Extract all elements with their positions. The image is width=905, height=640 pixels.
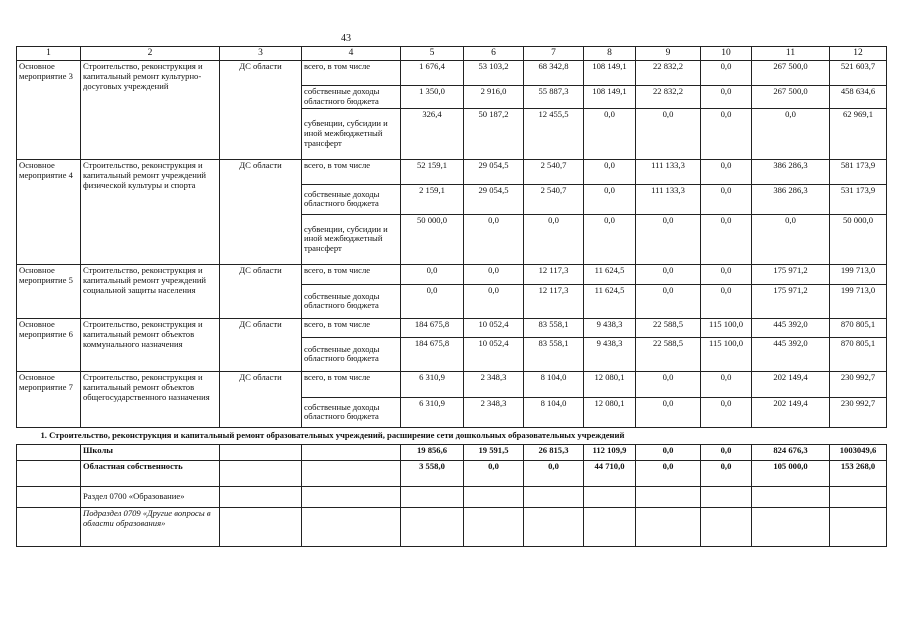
- value-cell: 53 103,2: [464, 60, 524, 85]
- value-cell: 2 159,1: [401, 184, 464, 214]
- value-cell: 0,0: [701, 108, 752, 159]
- value-cell: 0,0: [636, 214, 701, 264]
- value-cell: 202 149,4: [752, 371, 830, 397]
- value-cell: 52 159,1: [401, 159, 464, 184]
- empty-cell: [752, 486, 830, 507]
- value-cell: 10 052,4: [464, 318, 524, 337]
- value-cell: 184 675,8: [401, 318, 464, 337]
- empty-cell: [584, 486, 636, 507]
- value-cell: 8 104,0: [524, 371, 584, 397]
- column-number: 9: [636, 47, 701, 61]
- value-cell: 0,0: [701, 397, 752, 427]
- value-cell: 50 187,2: [464, 108, 524, 159]
- empty-cell: [17, 460, 81, 486]
- value-cell: 445 392,0: [752, 337, 830, 371]
- category-label: Раздел 0700 «Образование»: [81, 486, 220, 507]
- measure-status: ДС области: [220, 264, 302, 318]
- value-cell: 1 676,4: [401, 60, 464, 85]
- measure-name: Основное мероприятие 5: [17, 264, 81, 318]
- measure-description: Строительство, реконструкция и капитальный ремонт объектов коммунального назначения: [81, 318, 220, 371]
- category-row: [17, 486, 887, 507]
- measure-description: Строительство, реконструкция и капитальный ремонт учреждений физической культуры и спорта: [81, 159, 220, 264]
- value-cell: 0,0: [584, 184, 636, 214]
- value-cell: 3 558,0: [401, 460, 464, 486]
- value-cell: 0,0: [752, 108, 830, 159]
- value-cell: 202 149,4: [752, 397, 830, 427]
- value-cell: 175 971,2: [752, 284, 830, 318]
- value-cell: 0,0: [584, 108, 636, 159]
- value-cell: 22 832,2: [636, 60, 701, 85]
- value-cell: 153 268,0: [830, 460, 887, 486]
- value-cell: 105 000,0: [752, 460, 830, 486]
- funding-type: всего, в том числе: [302, 159, 401, 184]
- value-cell: 50 000,0: [830, 214, 887, 264]
- empty-cell: [830, 507, 887, 546]
- value-cell: 0,0: [701, 85, 752, 108]
- value-cell: 12 455,5: [524, 108, 584, 159]
- measure-name: Основное мероприятие 7: [17, 371, 81, 427]
- column-number-row: [17, 47, 887, 61]
- value-cell: 22 588,5: [636, 337, 701, 371]
- empty-cell: [636, 507, 701, 546]
- value-cell: 445 392,0: [752, 318, 830, 337]
- value-cell: 2 540,7: [524, 184, 584, 214]
- value-cell: 111 133,3: [636, 159, 701, 184]
- empty-cell: [302, 507, 401, 546]
- section-title-row: [17, 427, 887, 444]
- value-cell: 19 856,6: [401, 444, 464, 460]
- value-cell: 0,0: [636, 264, 701, 284]
- value-cell: 581 173,9: [830, 159, 887, 184]
- value-cell: 62 969,1: [830, 108, 887, 159]
- value-cell: 9 438,3: [584, 318, 636, 337]
- empty-cell: [17, 444, 81, 460]
- value-cell: 26 815,3: [524, 444, 584, 460]
- value-cell: 0,0: [701, 214, 752, 264]
- value-cell: 12 080,1: [584, 397, 636, 427]
- empty-cell: [401, 507, 464, 546]
- table-row: [17, 60, 887, 85]
- value-cell: 230 992,7: [830, 397, 887, 427]
- category-label: Подраздел 0709 «Другие вопросы в области образования»: [81, 507, 220, 546]
- value-cell: 184 675,8: [401, 337, 464, 371]
- measure-status: ДС области: [220, 60, 302, 159]
- value-cell: 19 591,5: [464, 444, 524, 460]
- funding-type: субвенции, субсидии и иной межбюджетный трансферт: [302, 214, 401, 264]
- table-row: [17, 264, 887, 284]
- column-number: 4: [302, 47, 401, 61]
- funding-type: всего, в том числе: [302, 371, 401, 397]
- value-cell: 2 540,7: [524, 159, 584, 184]
- value-cell: 0,0: [752, 214, 830, 264]
- value-cell: 0,0: [401, 264, 464, 284]
- measure-description: Строительство, реконструкция и капитальный ремонт учреждений социальной защиты населения: [81, 264, 220, 318]
- value-cell: 68 342,8: [524, 60, 584, 85]
- value-cell: 11 624,5: [584, 264, 636, 284]
- value-cell: 8 104,0: [524, 397, 584, 427]
- value-cell: 521 603,7: [830, 60, 887, 85]
- value-cell: 0,0: [701, 371, 752, 397]
- empty-cell: [220, 507, 302, 546]
- measure-description: Строительство, реконструкция и капитальный ремонт объектов общегосударственного назначения: [81, 371, 220, 427]
- column-number: 6: [464, 47, 524, 61]
- empty-cell: [524, 507, 584, 546]
- value-cell: 83 558,1: [524, 318, 584, 337]
- empty-cell: [464, 486, 524, 507]
- value-cell: 111 133,3: [636, 184, 701, 214]
- value-cell: 44 710,0: [584, 460, 636, 486]
- value-cell: 0,0: [636, 108, 701, 159]
- value-cell: 2 916,0: [464, 85, 524, 108]
- value-cell: 870 805,1: [830, 337, 887, 371]
- column-number: 3: [220, 47, 302, 61]
- summary-label: Школы: [81, 444, 220, 460]
- funding-type: собственные доходы областного бюджета: [302, 397, 401, 427]
- value-cell: 55 887,3: [524, 85, 584, 108]
- funding-type: всего, в том числе: [302, 264, 401, 284]
- empty-cell: [220, 460, 302, 486]
- value-cell: 12 117,3: [524, 264, 584, 284]
- value-cell: 0,0: [701, 184, 752, 214]
- value-cell: 824 676,3: [752, 444, 830, 460]
- empty-cell: [220, 486, 302, 507]
- value-cell: 115 100,0: [701, 337, 752, 371]
- value-cell: 386 286,3: [752, 159, 830, 184]
- section-title: 1. Строительство, реконструкция и капитальный ремонт образовательных учреждений, расширение сети дошкольных образовательных учреждений: [17, 427, 887, 444]
- budget-table: [16, 46, 887, 547]
- value-cell: 0,0: [464, 264, 524, 284]
- column-number: 2: [81, 47, 220, 61]
- value-cell: 0,0: [464, 460, 524, 486]
- value-cell: 29 054,5: [464, 184, 524, 214]
- value-cell: 175 971,2: [752, 264, 830, 284]
- value-cell: 0,0: [701, 159, 752, 184]
- empty-cell: [401, 486, 464, 507]
- column-number: 7: [524, 47, 584, 61]
- value-cell: 2 348,3: [464, 397, 524, 427]
- value-cell: 6 310,9: [401, 371, 464, 397]
- value-cell: 0,0: [464, 284, 524, 318]
- empty-cell: [830, 486, 887, 507]
- table-row: [17, 371, 887, 397]
- measure-name: Основное мероприятие 4: [17, 159, 81, 264]
- empty-cell: [701, 486, 752, 507]
- value-cell: 0,0: [701, 60, 752, 85]
- measure-status: ДС области: [220, 318, 302, 371]
- empty-cell: [302, 486, 401, 507]
- value-cell: 0,0: [524, 214, 584, 264]
- value-cell: 22 588,5: [636, 318, 701, 337]
- empty-cell: [524, 486, 584, 507]
- empty-cell: [220, 444, 302, 460]
- value-cell: 326,4: [401, 108, 464, 159]
- category-row: [17, 507, 887, 546]
- summary-row: [17, 444, 887, 460]
- value-cell: 0,0: [464, 214, 524, 264]
- value-cell: 458 634,6: [830, 85, 887, 108]
- column-number: 8: [584, 47, 636, 61]
- value-cell: 112 109,9: [584, 444, 636, 460]
- value-cell: 230 992,7: [830, 371, 887, 397]
- value-cell: 267 500,0: [752, 60, 830, 85]
- column-number: 10: [701, 47, 752, 61]
- value-cell: 83 558,1: [524, 337, 584, 371]
- table-row: [17, 159, 887, 184]
- empty-cell: [701, 507, 752, 546]
- value-cell: 386 286,3: [752, 184, 830, 214]
- funding-type: собственные доходы областного бюджета: [302, 337, 401, 371]
- summary-label: Областная собственность: [81, 460, 220, 486]
- column-number: 11: [752, 47, 830, 61]
- measure-description: Строительство, реконструкция и капитальный ремонт культурно-досуговых учреждений: [81, 60, 220, 159]
- empty-cell: [464, 507, 524, 546]
- value-cell: 108 149,1: [584, 60, 636, 85]
- value-cell: 0,0: [524, 460, 584, 486]
- value-cell: 2 348,3: [464, 371, 524, 397]
- value-cell: 0,0: [701, 264, 752, 284]
- value-cell: 11 624,5: [584, 284, 636, 318]
- column-number: 1: [17, 47, 81, 61]
- value-cell: 870 805,1: [830, 318, 887, 337]
- value-cell: 9 438,3: [584, 337, 636, 371]
- value-cell: 0,0: [701, 460, 752, 486]
- value-cell: 0,0: [636, 284, 701, 318]
- value-cell: 531 173,9: [830, 184, 887, 214]
- empty-cell: [302, 460, 401, 486]
- value-cell: 29 054,5: [464, 159, 524, 184]
- empty-cell: [584, 507, 636, 546]
- measure-name: Основное мероприятие 3: [17, 60, 81, 159]
- page-number: 43: [341, 33, 351, 44]
- funding-type: собственные доходы областного бюджета: [302, 85, 401, 108]
- measure-status: ДС области: [220, 371, 302, 427]
- value-cell: 0,0: [636, 371, 701, 397]
- value-cell: 0,0: [636, 460, 701, 486]
- value-cell: 22 832,2: [636, 85, 701, 108]
- value-cell: 6 310,9: [401, 397, 464, 427]
- value-cell: 10 052,4: [464, 337, 524, 371]
- column-number: 5: [401, 47, 464, 61]
- value-cell: 50 000,0: [401, 214, 464, 264]
- empty-cell: [752, 507, 830, 546]
- empty-cell: [302, 444, 401, 460]
- value-cell: 0,0: [401, 284, 464, 318]
- value-cell: 12 117,3: [524, 284, 584, 318]
- value-cell: 0,0: [701, 444, 752, 460]
- value-cell: 199 713,0: [830, 264, 887, 284]
- value-cell: 0,0: [584, 159, 636, 184]
- funding-type: всего, в том числе: [302, 60, 401, 85]
- empty-cell: [17, 507, 81, 546]
- funding-type: субвенции, субсидии и иной межбюджетный трансферт: [302, 108, 401, 159]
- value-cell: 0,0: [701, 284, 752, 318]
- funding-type: собственные доходы областного бюджета: [302, 184, 401, 214]
- value-cell: 0,0: [584, 214, 636, 264]
- summary-row: [17, 460, 887, 486]
- funding-type: всего, в том числе: [302, 318, 401, 337]
- table-row: [17, 318, 887, 337]
- value-cell: 0,0: [636, 444, 701, 460]
- measure-name: Основное мероприятие 6: [17, 318, 81, 371]
- measure-status: ДС области: [220, 159, 302, 264]
- value-cell: 115 100,0: [701, 318, 752, 337]
- empty-cell: [17, 486, 81, 507]
- value-cell: 1003049,6: [830, 444, 887, 460]
- value-cell: 267 500,0: [752, 85, 830, 108]
- value-cell: 199 713,0: [830, 284, 887, 318]
- empty-cell: [636, 486, 701, 507]
- value-cell: 12 080,1: [584, 371, 636, 397]
- column-number: 12: [830, 47, 887, 61]
- value-cell: 0,0: [636, 397, 701, 427]
- value-cell: 108 149,1: [584, 85, 636, 108]
- funding-type: собственные доходы областного бюджета: [302, 284, 401, 318]
- value-cell: 1 350,0: [401, 85, 464, 108]
